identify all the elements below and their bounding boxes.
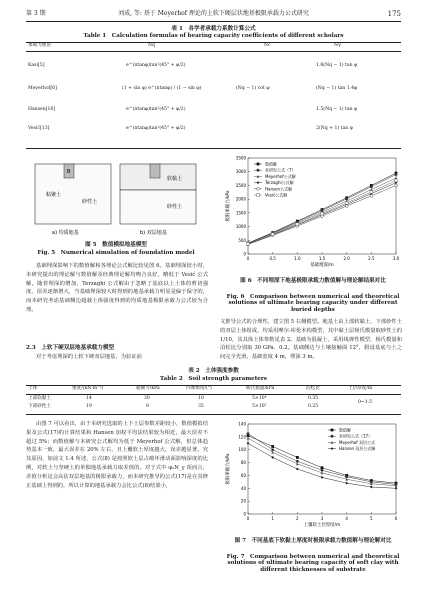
figure6: [222, 154, 402, 276]
legend-label: 本研究公式（17）: [339, 433, 373, 439]
page-header: [0, 8, 427, 20]
data-point: [345, 482, 348, 485]
table1-row-nc: (Nq − 1) cot φ: [236, 86, 270, 91]
x-tick-label: 2.0: [343, 256, 350, 261]
legend-label: 数值解: [265, 161, 277, 167]
data-point: [247, 242, 250, 245]
y-tick-label: 0: [243, 511, 246, 517]
table1-row-method: Kasi[5]: [28, 63, 45, 68]
data-point: [321, 466, 324, 469]
y-tick-label: 1000: [235, 224, 246, 230]
y-tick-label: 0: [243, 251, 246, 257]
table1-row-method: Hansen[16]: [28, 107, 56, 112]
data-point: [321, 212, 324, 215]
data-point: [331, 435, 334, 438]
soft-clay-label: 软黏土: [167, 176, 183, 182]
data-point: [271, 448, 274, 451]
table1-row-ng: 1.8(Nq − 1) tan φ: [316, 63, 358, 68]
legend-label: Meyerhof 双层公式: [339, 439, 375, 445]
y-tick-label: 2000: [235, 196, 246, 202]
y-tick-label: 100: [238, 447, 246, 453]
table1-row-ng: 1.5(Nq − 1) tan φ: [316, 107, 358, 112]
x-tick-label: 4: [345, 516, 348, 521]
data-point: [370, 486, 373, 489]
data-point: [257, 163, 260, 166]
y-tick-label: 140: [238, 421, 246, 427]
legend-label: Meyerhof公式解: [265, 173, 296, 179]
table2-mid-rule: [26, 394, 401, 395]
legend-label: 本研究公式（7）: [265, 167, 296, 173]
data-point: [247, 437, 250, 440]
sand-label: 砂性土: [167, 204, 183, 210]
fig7-caption-en: Fig. 7 Comparison between numerical and theoretical solutions of ultimate bearing capacity of soft clay with different thicknesses of substrate: [226, 554, 400, 573]
data-point: [271, 451, 274, 454]
table2-cell: 0.35: [308, 396, 319, 401]
left-paragraph-1: 基础埋深影响下的数值解和各理论公式解比较见图 6。基础埋深较小时，本研究提出的理论解与数值解及经典理论解均吻合良好，略低于 Vesić 公式解。随着埋深的增加，Terzaghi 公式解由于忽略了基底以上土体的剪切强度，误差逐渐增大，当基础埋深较大时得到的地基承载力明显是偏于保守的，而本研究考虑基础侧边超载土体强度得到的均质地基极限承载力公式较为合理。: [26, 263, 208, 313]
footing-b-label: B: [67, 169, 71, 175]
page-number: 175: [387, 10, 401, 18]
x-tick-label: 1: [271, 516, 274, 521]
data-point: [271, 445, 274, 448]
x-tick-label: 2: [296, 516, 299, 521]
data-point: [296, 460, 299, 463]
data-point: [331, 429, 334, 432]
table1-bottom-rule: [26, 148, 401, 149]
right-paragraph-1: 文推导公式的合理性，建立图 5 右侧模型。地基土由上部软黏土、下部砂性土的双层土体组成，均采用摩尔-库伦本构模型，其中黏土层杨氏模量取砂性土的 1/10，其具体土体参数见表 2。基础为混凝土，采用线弹性模型，杨氏模量和泊松比分别取 30 GPa、0.2。基础侧边与土壤接触面 12°，假设基底与土之间完全光滑，基础宽度 4 m，埋深 3 m。: [220, 319, 402, 361]
y-tick-label: 3500: [235, 155, 246, 161]
data-point: [296, 223, 299, 226]
data-point: [345, 475, 348, 478]
table2-cell: 上部软黏土: [28, 396, 51, 401]
data-point: [321, 469, 324, 472]
table2-cell: 35: [198, 404, 204, 409]
data-point: [370, 185, 373, 188]
figure5-drawing: [30, 158, 200, 238]
y-tick-label: 1500: [235, 210, 246, 216]
table2-header: [26, 386, 401, 394]
soil-left-label: 粘聚土: [46, 192, 62, 198]
sand-layer: [120, 190, 196, 224]
table2-cell: 14: [86, 396, 92, 401]
footing-b: [150, 164, 160, 178]
x-tick-label: 2.5: [368, 256, 375, 261]
data-point: [296, 456, 299, 459]
x-tick-label: 5: [370, 516, 373, 521]
data-point: [345, 202, 348, 205]
data-point: [247, 442, 250, 445]
fig6-caption-en: Fig. 6 Comparison between numerical and theoretical solutions of ultimate bearing capacity under different buried depths: [226, 294, 400, 313]
subfig-b-label: b) 双层地基: [140, 230, 167, 236]
table2-header-cell: 内摩擦角/(°): [186, 386, 212, 391]
table2-title-cn: 表 2 土体强度参数: [188, 368, 239, 374]
x-tick-label: 3: [320, 516, 324, 521]
table2-header-cell: 黏聚力/kPa: [136, 386, 160, 391]
table1-col-ng: Nγ: [334, 43, 341, 48]
table2-cell: 30: [144, 396, 150, 401]
table1-title-en: Table 1 Calculation formulas of bearing capacity coefficients of different scholars: [83, 33, 344, 39]
table1-header: [26, 43, 401, 51]
data-point: [271, 456, 274, 459]
data-point: [395, 184, 398, 187]
figure7-chart: [222, 420, 402, 536]
table1-col-nc: Nc: [264, 43, 271, 48]
data-point: [321, 476, 324, 479]
table2-cell: 下部砂性土: [28, 404, 51, 409]
x-axis-label: 上覆软土层厚度/m: [303, 523, 341, 528]
data-point: [370, 191, 373, 194]
data-point: [271, 233, 274, 236]
legend-label: Hansen 双层公式解: [339, 446, 376, 452]
table1-title-cn: 表 1 各学者承载力系数计算公式: [171, 26, 256, 32]
table1-row-method: Meyerhof[6]: [28, 86, 57, 91]
table2-cell: 5×10⁵: [252, 404, 267, 409]
y-tick-label: 60: [240, 472, 246, 478]
x-tick-label: 1.0: [294, 256, 301, 261]
table2-cell: 5×10⁴: [252, 396, 267, 401]
y-tick-label: 3000: [235, 169, 246, 175]
data-point: [257, 194, 260, 197]
table2-cell: 8: [146, 404, 149, 409]
data-point: [247, 432, 250, 435]
x-tick-label: 0.5: [269, 256, 276, 261]
table1-row-nq: (1 + sin φ) e^(πtanφ) / (1 − sin φ): [122, 86, 202, 91]
table1-row-method: Vesić[13]: [28, 126, 50, 131]
y-tick-label: 80: [240, 460, 246, 466]
table2-cell: 0~1.5: [358, 400, 373, 405]
table2-body: [26, 396, 401, 414]
x-axis-label: 基础埋深/m: [310, 263, 334, 268]
figure7: [222, 420, 402, 536]
running-title: 刘成, 等: 基于 Meyerhof 理论的上软下硬层状地基极限承载力公式研究: [118, 10, 309, 17]
legend-label: Vesić公式解: [265, 192, 288, 198]
table1-row-ng: 2(Nq + 1) tan φ: [316, 126, 353, 131]
y-axis-label: 极限承载力/kPa: [226, 190, 231, 222]
table2-bottom-rule: [26, 414, 401, 415]
x-tick-label: 1.5: [318, 256, 326, 261]
x-tick-label: 3.0: [392, 256, 400, 261]
table2-header-cell: 重度/(kN·m⁻³): [72, 386, 104, 391]
subfig-a-label: a) 均质地基: [52, 230, 79, 236]
data-point: [257, 169, 260, 172]
table2-header-cell: 泊松比: [306, 386, 320, 391]
table2-cell: 10: [198, 396, 204, 401]
y-tick-label: 20: [240, 498, 246, 504]
table2-header-cell: 土体: [28, 386, 38, 391]
table1-row-nq: e^(πtanφ)tan²(45° + φ/2): [126, 126, 186, 131]
y-tick-label: 500: [238, 237, 246, 243]
data-point: [395, 173, 398, 176]
figure6-chart: [222, 154, 402, 276]
issue-number: 第 3 期: [26, 10, 46, 17]
data-point: [257, 187, 260, 190]
table1-mid-rule: [26, 51, 401, 52]
x-tick-label: 0: [246, 516, 250, 521]
x-tick-label: 0: [246, 256, 250, 261]
figure5: [30, 158, 200, 238]
legend-label: Terzaghi公式解: [265, 180, 294, 186]
legend-label: 数值解: [339, 427, 351, 433]
data-point: [296, 468, 299, 471]
table1-body: [26, 53, 401, 153]
header-rule: [26, 21, 401, 22]
fig5-caption-cn: 图 5 数值模拟地基模型: [85, 242, 147, 248]
data-point: [395, 487, 398, 490]
table2-header-cell: 杨氏模量/kPa: [246, 386, 275, 391]
gravel-label: 砂性土: [82, 199, 98, 205]
table1-row-nq: e^(πtanφ)tan²(45° + φ/2): [126, 107, 186, 112]
data-point: [257, 181, 260, 184]
table1-col-nq: Nq: [148, 43, 155, 48]
legend-label: Hansen公式解: [265, 186, 293, 192]
bottom-paragraph: 由图 7 可以看出，由于本研究选取的上下土层参数差距较小，数值模拟结果及公式(17)的计算结果和 Hansen 加权平均法结果较为相近，最大误差不超过 5%；而数值解与本研究公式解均为低于 Meyerhof 公式解，但总体趋势基本一致，最大误差在 20% 左右，且上覆软土厚度越大，误差越显著。究其原因，如前文 1.4 所述，公式(8) 是按照软土层占破坏滑动面影响深度的比例，对软土与坚硬土的单独地基承载力取差值的。对于式中 φ₂N_γ 项而言，差值分析这会高估双层地基的极限承载力，而本研究推导的公式(17)是在其修正基础上得到的，所以计算的地基承载力会比公式(8)结果小，: [26, 421, 208, 489]
fig5-caption-en: Fig. 5 Numerical simulation of foundation model: [37, 250, 195, 256]
y-tick-label: 2500: [235, 182, 246, 188]
table1-row-nq: e^(πtanφ)tan²(45° + φ/2): [126, 63, 186, 68]
data-point: [370, 194, 373, 197]
table2-cell: 19: [86, 404, 92, 409]
fig6-caption-cn: 图 6 不同埋深下地基极限承载力数值解与理论解结果对比: [240, 278, 386, 284]
section-2-3-title: 2.3 上软下硬双层地基承载力模型: [26, 345, 115, 351]
data-point: [345, 205, 348, 208]
x-tick-label: 6: [394, 516, 398, 521]
data-point: [395, 179, 398, 182]
y-axis-label: 极限承载力/kPa: [226, 453, 231, 485]
y-tick-label: 40: [240, 485, 246, 491]
left-paragraph-2: 对于考虑埋深的上软下硬双层地基，为验证前: [36, 354, 142, 360]
table2-header-cell: 上层厚度/m: [348, 386, 373, 391]
data-point: [331, 447, 334, 450]
y-tick-label: 120: [238, 434, 246, 440]
table1-col-method: 承载力理论: [28, 43, 51, 48]
fig7-caption-cn: 图 7 不同基底下软黏土厚度时极限承载力数值解与理论解对比: [234, 538, 392, 544]
table2-title-en: Table 2 Soil strength parameters: [160, 376, 267, 382]
table2-cell: 0.25: [308, 404, 319, 409]
table1-row-ng: (Nq − 1) tan 1.4φ: [316, 86, 358, 91]
data-point: [296, 462, 299, 465]
